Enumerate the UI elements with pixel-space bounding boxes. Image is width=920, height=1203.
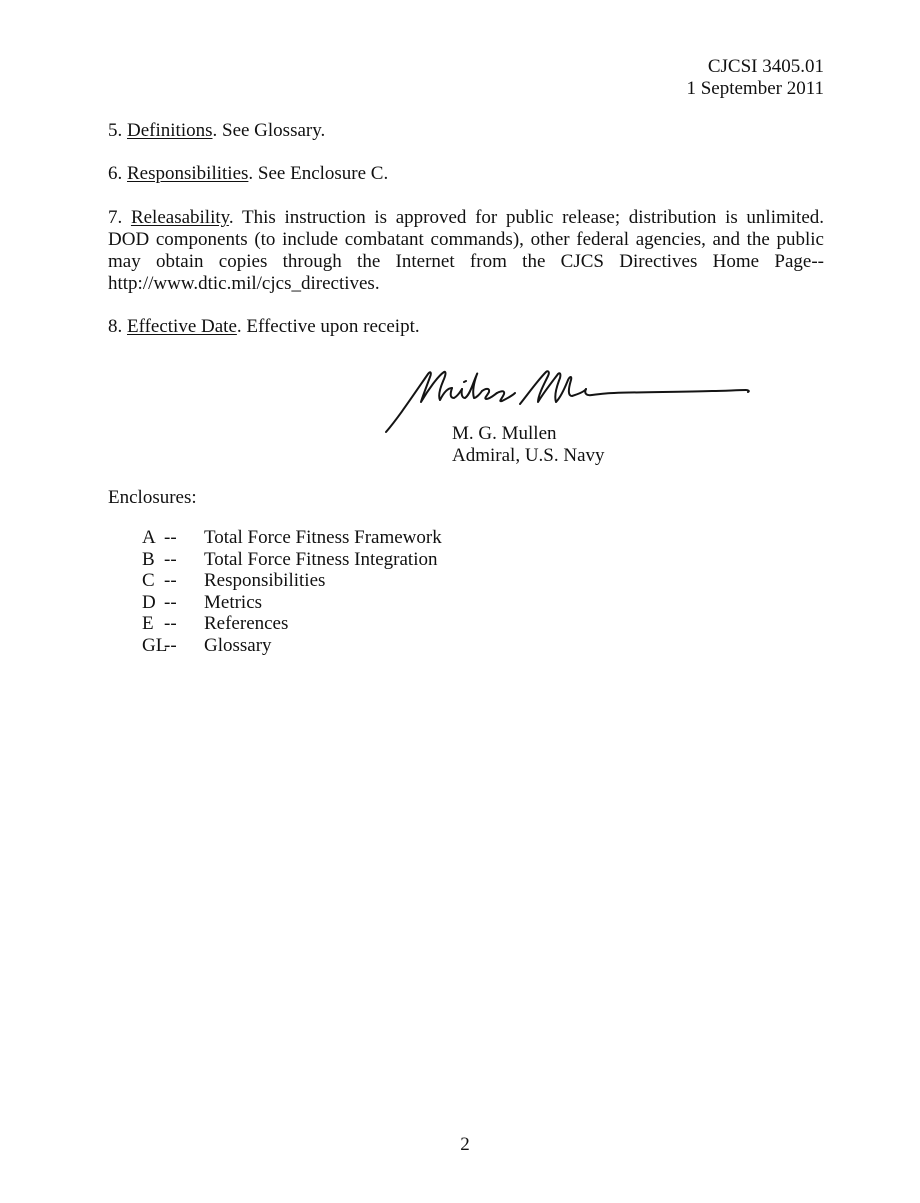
enclosure-letter: B: [142, 548, 155, 570]
enclosure-letter: C: [142, 570, 155, 592]
enclosure-item: [142, 592, 442, 614]
signer-title: Admiral, U.S. Navy: [452, 445, 605, 466]
enclosure-separator: --: [164, 527, 177, 548]
paragraph-releasability: [108, 207, 824, 295]
paragraph-text: . See Enclosure C.: [248, 163, 389, 184]
paragraph-responsibilities: [108, 163, 824, 185]
paragraph-number: 5.: [108, 120, 123, 141]
enclosure-item: [142, 635, 442, 657]
paragraph-definitions: [108, 120, 824, 142]
signer-name: M. G. Mullen: [452, 423, 557, 444]
enclosure-separator: --: [164, 548, 177, 570]
enclosure-separator: --: [164, 634, 177, 656]
paragraph-effective-date: [108, 316, 824, 338]
paragraph-number: 8.: [108, 316, 123, 337]
paragraph-heading: Responsibilities: [127, 163, 249, 184]
enclosure-list: [142, 527, 442, 657]
document-id: CJCSI 3405.01: [707, 56, 824, 77]
enclosure-item: [142, 549, 442, 571]
enclosure-separator: --: [164, 570, 177, 592]
paragraph-text: . See Glossary.: [212, 120, 326, 141]
enclosure-title: Glossary: [204, 634, 272, 656]
paragraph-text: . This instruction is approved for public release; distribution is unlimited. DOD components (to include combatant commands), other federal agencies, and the public may obtain copies through the Internet from the CJCS Directives Home Page--http://www.dtic.mil/cjcs_directives.: [108, 207, 825, 294]
enclosure-letter: E: [142, 613, 154, 635]
enclosure-title: Responsibilities: [204, 570, 326, 592]
enclosure-item: [142, 527, 442, 549]
handwritten-signature: [380, 362, 760, 437]
page-number: 2: [460, 1134, 470, 1155]
enclosure-separator: --: [164, 613, 177, 635]
enclosure-title: References: [204, 613, 289, 635]
enclosure-letter: A: [142, 527, 156, 548]
paragraph-number: 6.: [108, 163, 123, 184]
enclosure-title: Metrics: [204, 591, 263, 613]
paragraph-heading: Definitions: [127, 120, 213, 141]
enclosure-separator: --: [164, 591, 177, 613]
paragraph-text: . Effective upon receipt.: [236, 316, 420, 337]
enclosures-heading: Enclosures:: [108, 487, 197, 508]
enclosure-letter: GL: [142, 634, 168, 656]
enclosure-item: [142, 570, 442, 592]
document-date: 1 September 2011: [686, 78, 824, 99]
paragraph-heading: Effective Date: [127, 316, 237, 337]
paragraph-number: 7.: [108, 207, 123, 228]
paragraph-heading: Releasability: [130, 207, 229, 228]
enclosure-item: [142, 613, 442, 635]
enclosure-title: Total Force Fitness Framework: [204, 527, 442, 548]
enclosure-title: Total Force Fitness Integration: [204, 548, 438, 570]
enclosure-letter: D: [142, 591, 156, 613]
